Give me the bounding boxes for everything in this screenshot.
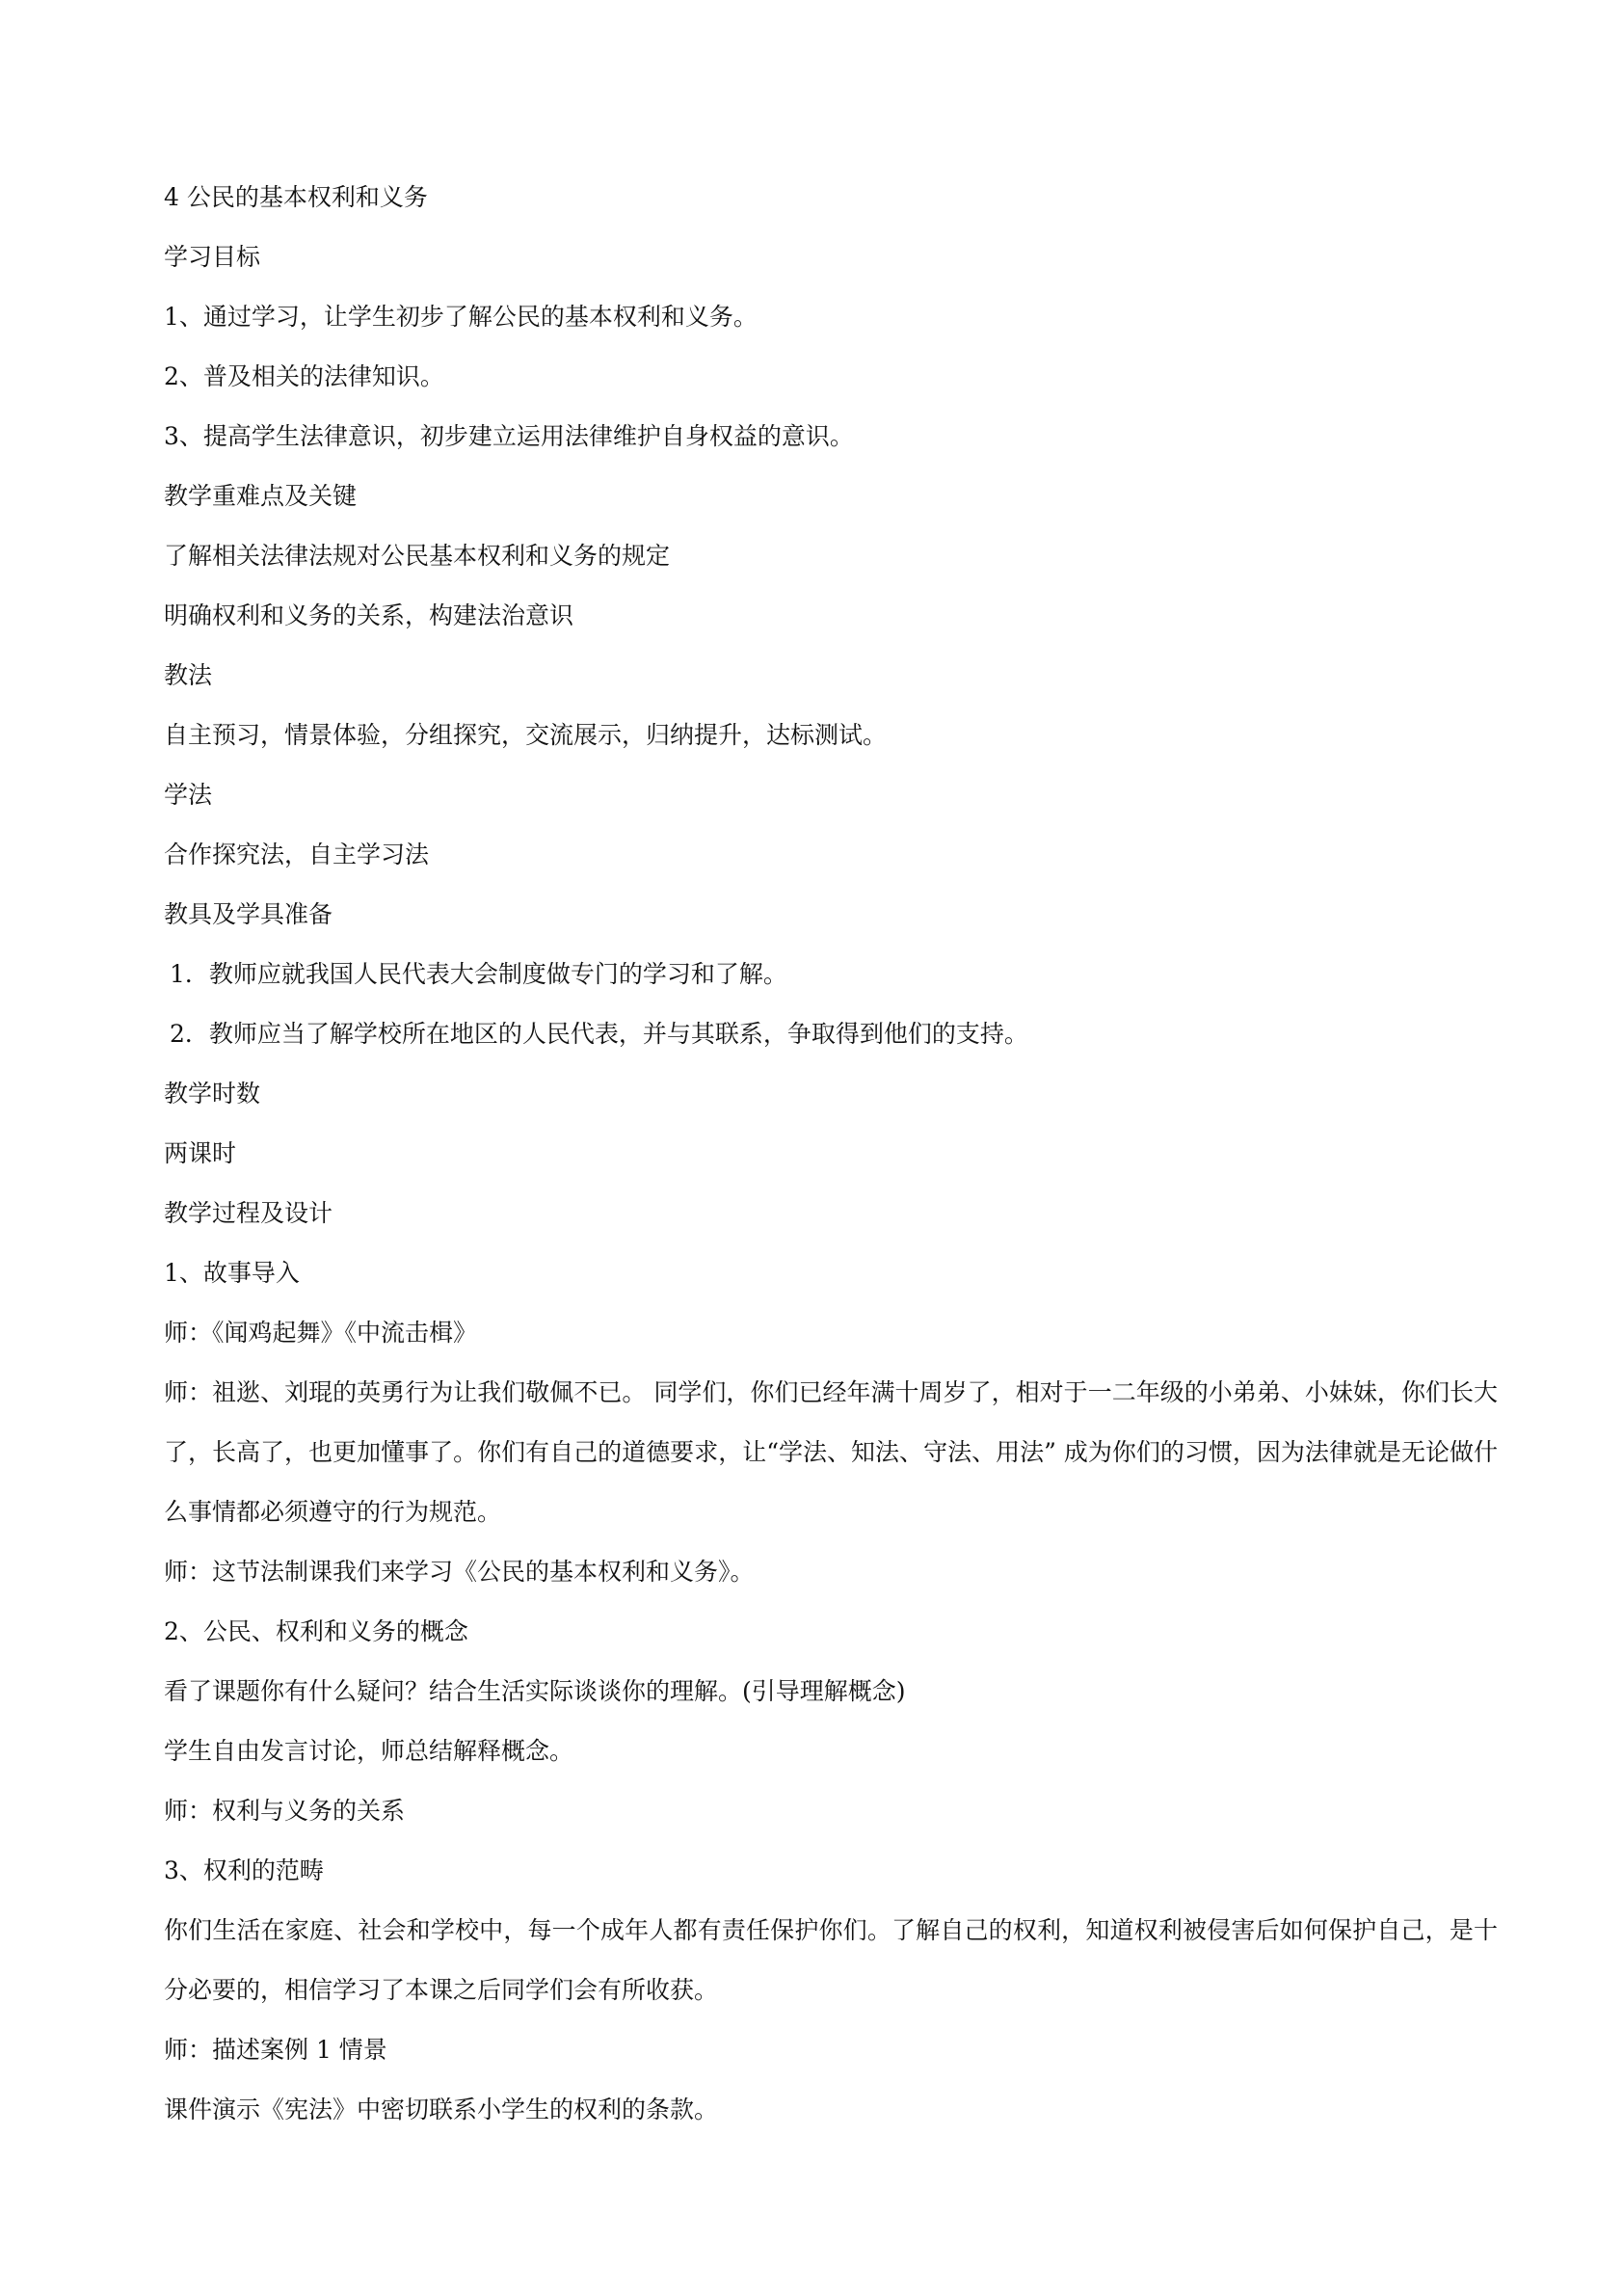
question-line: 看了课题你有什么疑问？结合生活实际谈谈你的理解。(引导理解概念) [164, 1677, 906, 1705]
key-point-2: 明确权利和义务的关系，构建法治意识 [164, 601, 574, 629]
teacher-line-stories: 师：《闻鸡起舞》《中流击楫》 [164, 1319, 478, 1347]
teacher-paragraph-intro: 师：祖逖、刘琨的英勇行为让我们敬佩不已。 同学们，你们已经年满十周岁了，相对于一二年级的小弟弟、小妹妹，你们长大了，长高了，也更加懂事了。你们有自己的道德要求，让“学法、知法、守法、用法” 成为你们的习惯，因为法律就是无论做什么事情都必须遵守的行为规范。 [164, 1378, 1498, 1526]
goal-3: 3、提高学生法律意识，初步建立运用法律维护自身权益的意识。 [164, 422, 854, 450]
heading-class-hours: 教学时数 [164, 1080, 261, 1108]
materials-item-1: 1．教师应就我国人民代表大会制度做专门的学习和了解。 [170, 960, 787, 988]
goal-2: 2、普及相关的法律知识。 [164, 362, 444, 390]
heading-materials: 教具及学具准备 [164, 900, 333, 928]
class-hours-text: 两课时 [164, 1139, 237, 1167]
rights-paragraph: 你们生活在家庭、社会和学校中，每一个成年人都有责任保护你们。了解自己的权利，知道权利被侵害后如何保护自己，是十分必要的，相信学习了本课之后同学们会有所收获。 [164, 1916, 1498, 2004]
heading-teaching-method: 教法 [164, 661, 213, 689]
document-body [164, 168, 1498, 2140]
section-3-heading: 3、权利的范畴 [164, 1856, 324, 1884]
teaching-method-text: 自主预习，情景体验，分组探究，交流展示，归纳提升，达标测试。 [164, 721, 888, 749]
heading-key-points: 教学重难点及关键 [164, 482, 358, 510]
document-title: 4 公民的基本权利和义务 [164, 183, 428, 211]
learning-method-text: 合作探究法，自主学习法 [164, 841, 430, 868]
goal-1: 1、通过学习，让学生初步了解公民的基本权利和义务。 [164, 303, 758, 331]
heading-process: 教学过程及设计 [164, 1199, 333, 1227]
courseware-line: 课件演示《宪法》中密切联系小学生的权利的条款。 [164, 2096, 719, 2123]
key-point-1: 了解相关法律法规对公民基本权利和义务的规定 [164, 542, 671, 570]
teacher-line-lesson: 师：这节法制课我们来学习《公民的基本权利和义务》。 [164, 1558, 755, 1586]
teacher-line-case: 师：描述案例 1 情景 [164, 2036, 387, 2064]
teacher-line-relation: 师：权利与义务的关系 [164, 1797, 406, 1825]
section-1-heading: 1、故事导入 [164, 1259, 300, 1287]
section-2-heading: 2、公民、权利和义务的概念 [164, 1617, 468, 1645]
materials-item-2: 2．教师应当了解学校所在地区的人民代表，并与其联系，争取得到他们的支持。 [170, 1020, 1028, 1048]
heading-learning-method: 学法 [164, 781, 213, 809]
discussion-line: 学生自由发言讨论，师总结解释概念。 [164, 1737, 574, 1765]
heading-learning-goals: 学习目标 [164, 243, 261, 271]
